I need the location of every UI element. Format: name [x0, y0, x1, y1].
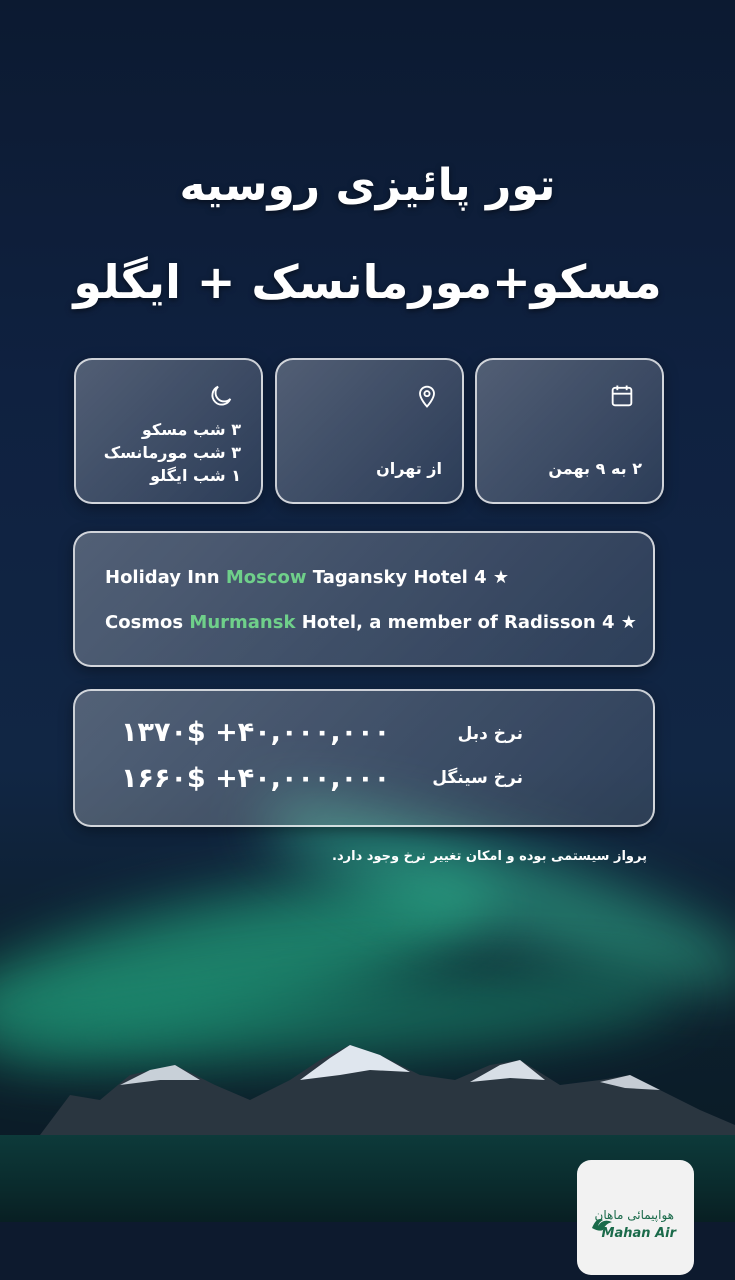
nights-line-igloo: ۱ شب ایگلو	[150, 466, 241, 485]
price-single-label: نرخ سینگل	[432, 768, 523, 788]
tour-subtitle: مسکو+مورمانسک + ایگلو	[73, 255, 662, 309]
calendar-icon	[608, 382, 636, 410]
logo-text-fa: هواپیمائی ماهان	[594, 1208, 674, 1222]
price-double-label: نرخ دبل	[457, 724, 523, 744]
hotel-city: Murmansk	[189, 612, 296, 633]
location-pin-icon	[413, 382, 441, 410]
hotel-city: Moscow	[225, 567, 307, 588]
date-card	[475, 358, 664, 504]
hotel-name-suffix: Hotel, a member of Radisson 4 ★	[295, 612, 637, 633]
disclaimer-note: پرواز سیستمی بوده و امکان تغییر نرخ وجود دارد.	[332, 849, 647, 864]
tour-title: تور پائیزی روسیه	[179, 160, 556, 211]
price-double-value: ۱۳۷۰$ +۴۰,۰۰۰,۰۰۰	[121, 717, 391, 748]
nights-text	[86, 418, 241, 487]
origin-text: از تهران	[376, 459, 442, 478]
nights-line-murmansk: ۳ شب مورمانسک	[103, 443, 241, 462]
date-text: ۲ به ۹ بهمن	[548, 459, 642, 478]
mahan-air-logo	[577, 1160, 694, 1275]
hotels-card	[73, 531, 655, 667]
price-card	[73, 689, 655, 827]
moon-icon	[207, 382, 235, 410]
logo-text-en: Mahan Air	[601, 1226, 676, 1241]
hotel-name-prefix: Cosmos	[105, 612, 190, 633]
hotel-moscow	[105, 567, 509, 588]
hotel-murmansk	[105, 612, 637, 633]
nights-card	[74, 358, 263, 504]
price-single-value: ۱۶۶۰$ +۴۰,۰۰۰,۰۰۰	[121, 763, 391, 794]
mountains-image	[0, 1040, 735, 1150]
origin-card	[275, 358, 464, 504]
hotel-name-prefix: Holiday Inn	[105, 567, 226, 588]
hotel-name-suffix: Tagansky Hotel 4 ★	[306, 567, 510, 588]
nights-line-moscow: ۳ شب مسکو	[141, 420, 241, 439]
